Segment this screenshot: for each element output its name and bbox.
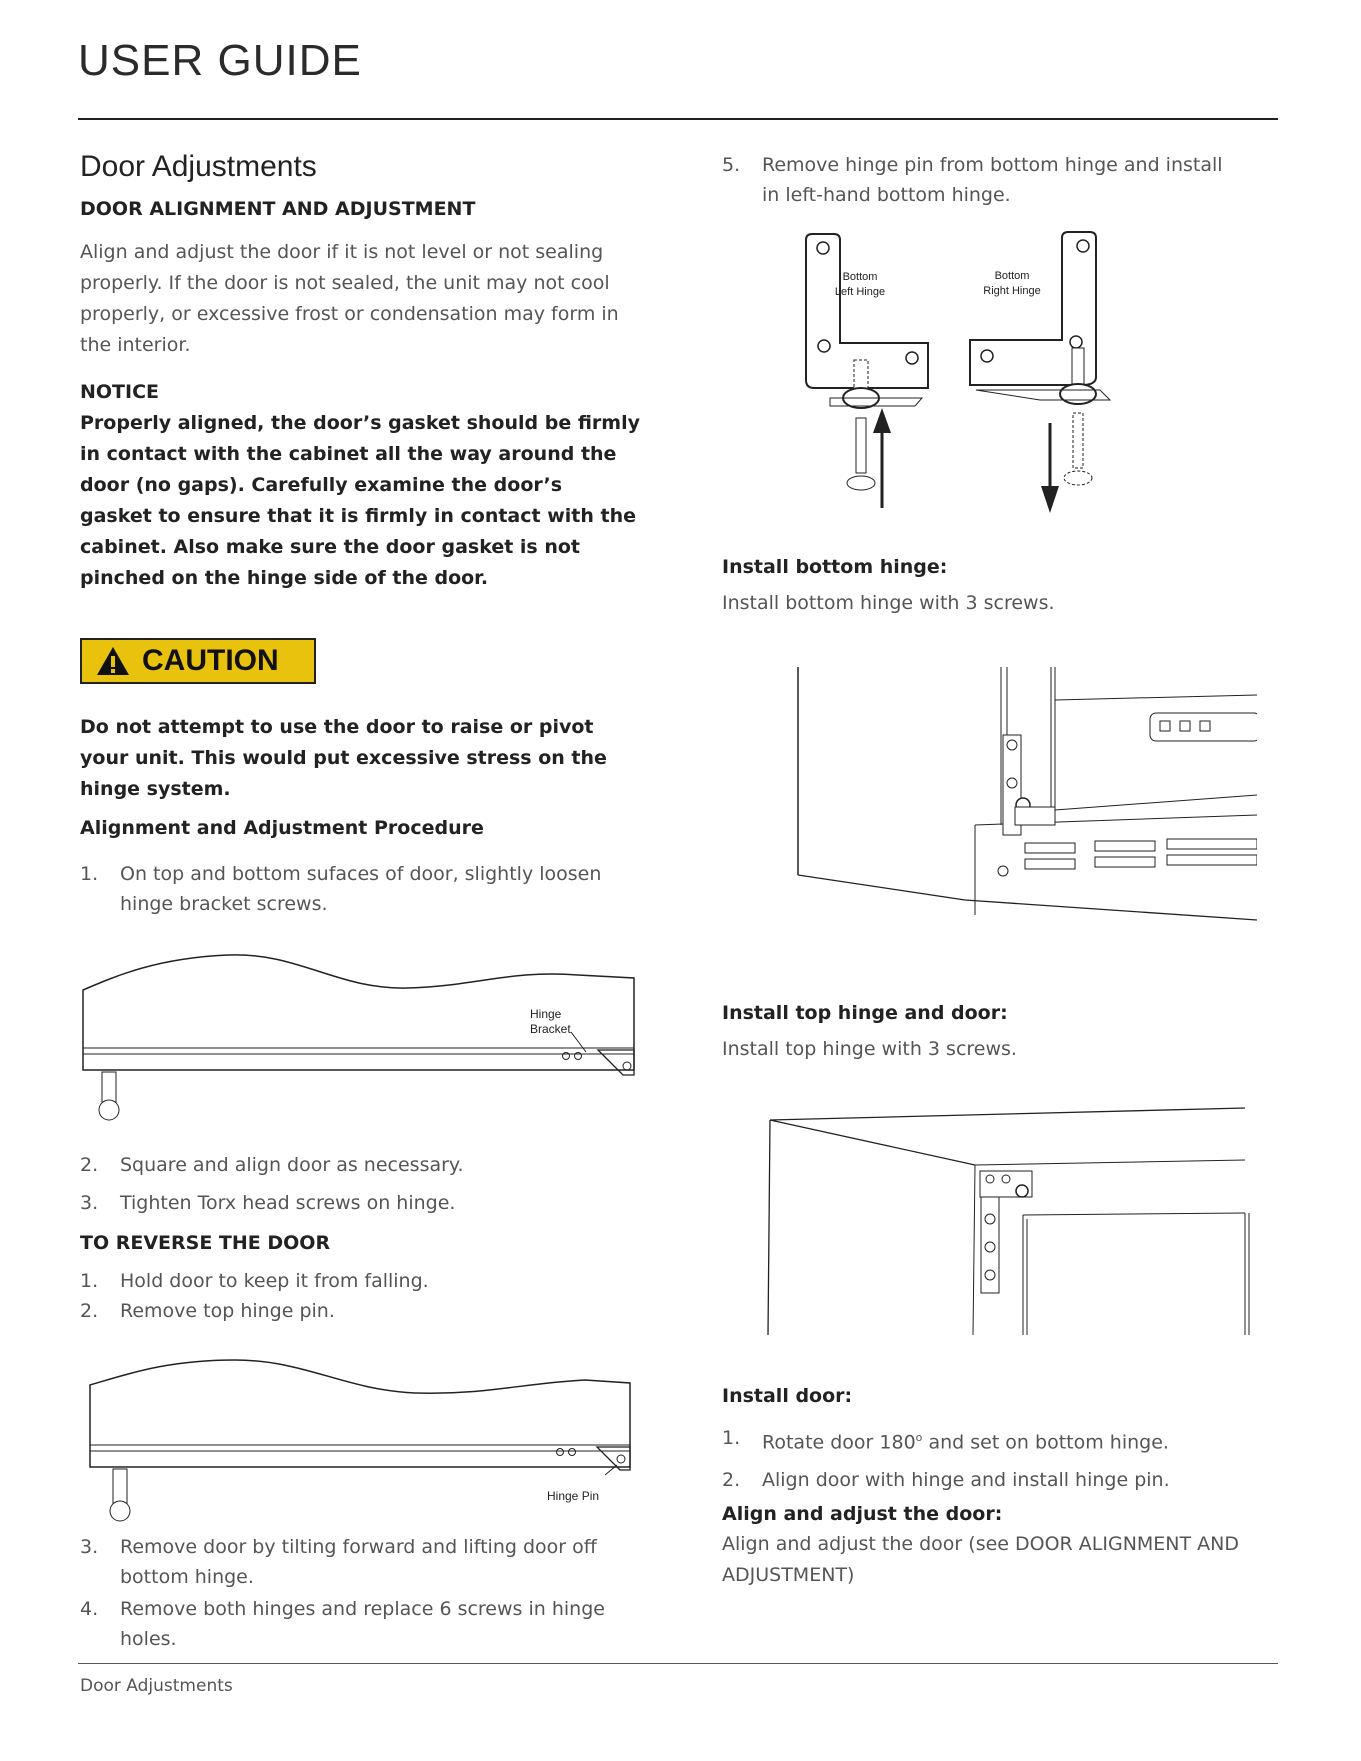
hinge-pin-figure <box>85 1355 640 1530</box>
list-item: 1. Hold door to keep it from falling. <box>80 1270 429 1292</box>
list-item: 2. Square and align door as necessary. <box>80 1154 464 1176</box>
list-item: 2. Remove top hinge pin. <box>80 1300 335 1322</box>
install-door-section <box>722 1385 1282 1591</box>
install-top-section <box>722 1002 1242 1065</box>
hinge-pin-label: Hinge Pin <box>547 1489 600 1503</box>
step5-list <box>722 150 1242 210</box>
section-title: Door Adjustments <box>80 150 317 183</box>
notice-label: NOTICE <box>80 381 160 403</box>
caution-badge <box>80 638 316 684</box>
list-item: 2. Align door with hinge and install hinge pin. <box>722 1469 1170 1492</box>
page-header-title: USER GUIDE <box>78 36 362 85</box>
bottom-hinges-figure <box>800 228 1120 518</box>
hinge-label-line1: Hinge <box>530 1007 562 1021</box>
footer-rule <box>78 1663 1278 1664</box>
install-bottom-text: Install bottom hinge with 3 screws. <box>722 592 1055 614</box>
left-column-lower <box>80 712 640 927</box>
hinge-label-line2: Bracket <box>530 1022 571 1036</box>
header-rule <box>78 118 1278 120</box>
warning-icon <box>96 645 130 677</box>
reverse-steps-first <box>80 1266 620 1326</box>
top-hinge-installed-figure <box>765 1105 1255 1337</box>
bottom-left-hinge-label-2: Left Hinge <box>834 286 886 298</box>
install-top-title: Install top hinge and door: <box>722 1002 1008 1024</box>
right-column-top <box>722 150 1242 218</box>
bottom-left-hinge-label-1: Bottom <box>842 271 878 283</box>
install-top-text: Install top hinge with 3 screws. <box>722 1038 1017 1060</box>
hinge-bracket-figure <box>78 950 643 1125</box>
left-procedure-rest <box>80 1150 640 1334</box>
procedure-steps-first <box>80 859 620 919</box>
install-bottom-section <box>722 556 1242 619</box>
left-reverse-rest <box>80 1532 640 1662</box>
align-title: Align and adjust the door: <box>722 1503 1003 1526</box>
footer-text: Door Adjustments <box>80 1676 233 1696</box>
procedure-steps-rest <box>80 1150 620 1218</box>
install-door-title: Install door: <box>722 1385 853 1407</box>
list-item: 5. Remove hinge pin from bottom hinge and install in left-hand bottom hinge. <box>722 154 1223 206</box>
left-column <box>80 150 640 594</box>
bottom-right-hinge-label-1: Bottom <box>994 270 1030 282</box>
subsection-title: DOOR ALIGNMENT AND ADJUSTMENT <box>80 198 476 220</box>
align-text: Align and adjust the door (see DOOR ALIGNMENT AND ADJUSTMENT) <box>722 1533 1240 1587</box>
install-bottom-title: Install bottom hinge: <box>722 556 948 578</box>
list-item: 3. Tighten Torx head screws on hinge. <box>80 1192 456 1214</box>
bottom-hinge-installed-figure <box>795 665 1257 930</box>
list-item: 1. Rotate door 180$^o$ and set on bottom hinge. <box>722 1427 1169 1454</box>
list-item: 4. Remove both hinges and replace 6 screws in hinge holes. <box>80 1598 605 1650</box>
caution-text: Do not attempt to use the door to raise or pivot your unit. This would put excessive stress on the hinge system. <box>80 716 607 800</box>
reverse-steps-rest <box>80 1532 620 1654</box>
intro-paragraph: Align and adjust the door if it is not level or not sealing properly. If the door is not sealed, the unit may not cool properly, or excessive frost or condensation may form in the interior. <box>80 241 619 356</box>
list-item: 3. Remove door by tilting forward and lifting door off bottom hinge. <box>80 1536 597 1588</box>
reverse-title: TO REVERSE THE DOOR <box>80 1232 331 1254</box>
list-item: 1. On top and bottom sufaces of door, slightly loosen hinge bracket screws. <box>80 863 602 915</box>
procedure-title: Alignment and Adjustment Procedure <box>80 817 484 839</box>
caution-label: CAUTION <box>142 644 279 677</box>
notice-text: Properly aligned, the door’s gasket should be firmly in contact with the cabinet all the way around the door (no gaps). Carefully examine the door’s gasket to ensure that it is firmly in contact with the cabinet. Also make sure the door gasket is not pinched on the hinge side of the door. <box>80 412 640 589</box>
install-door-steps <box>722 1423 1282 1495</box>
bottom-right-hinge-label-2: Right Hinge <box>983 285 1041 297</box>
